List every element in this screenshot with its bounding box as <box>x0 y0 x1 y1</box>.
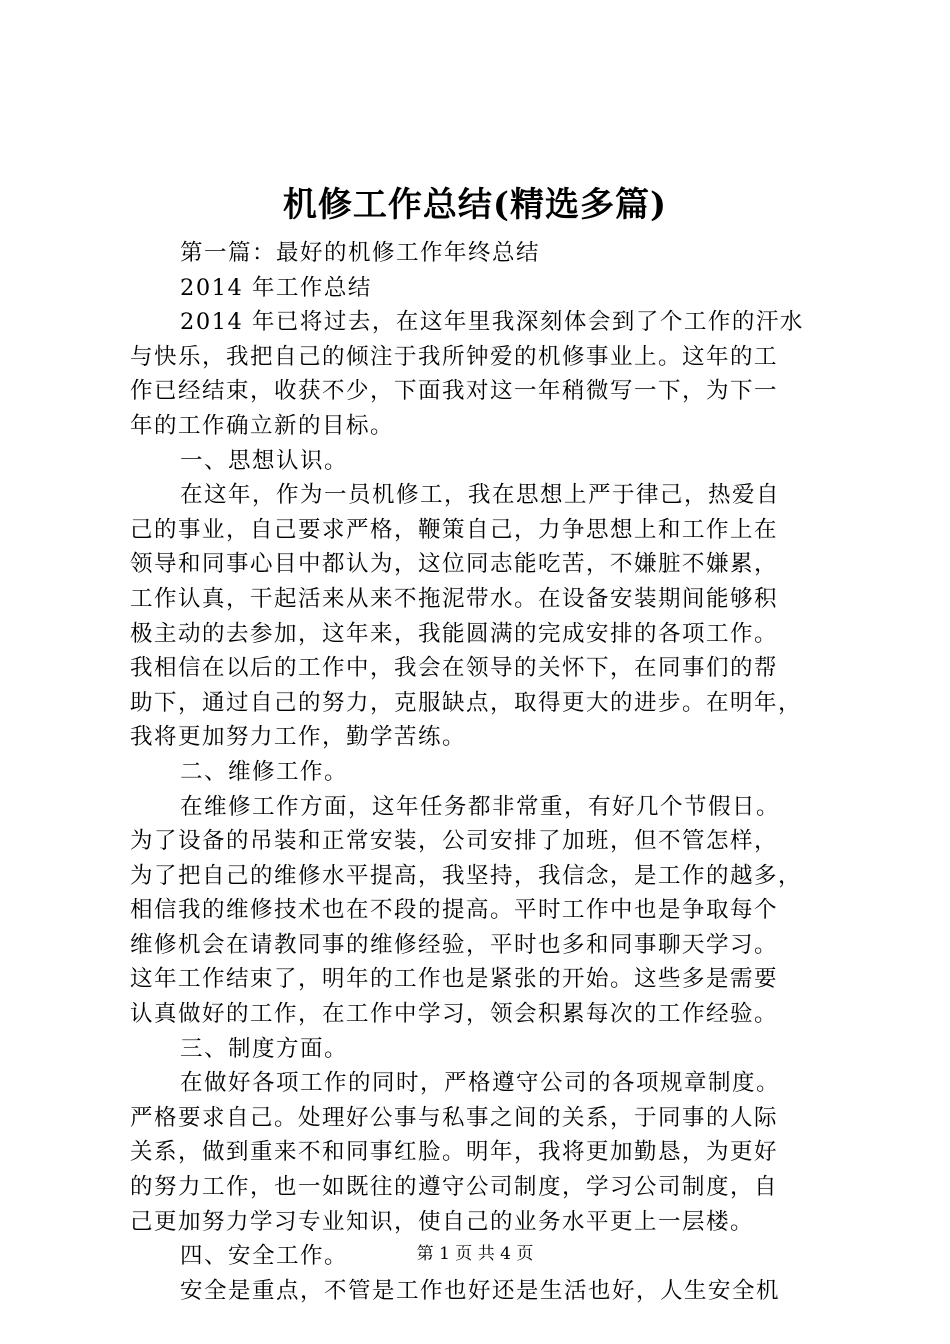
body-line: 为了设备的吊装和正常安装，公司安排了加班，但不管怎样， <box>130 828 779 855</box>
body-line: 己更加努力学习专业知识，使自己的业务水平更上一层楼。 <box>130 1208 755 1235</box>
body-line: 2014 年工作总结 <box>180 274 372 301</box>
body-line: 安全是重点，不管是工作也好还是生活也好，人生安全机 <box>180 1277 781 1304</box>
body-line: 第一篇：最好的机修工作年终总结 <box>180 240 541 266</box>
body-line: 相信我的维修技术也在不段的提高。平时工作中也是争取每个 <box>130 897 779 924</box>
body-line: 极主动的去参加，这年来，我能圆满的完成安排的各项工作。 <box>130 620 779 647</box>
body-line: 认真做好的工作，在工作中学习，领会积累每次的工作经验。 <box>130 1001 779 1028</box>
body-line: 工作认真，干起活来从来不拖泥带水。在设备安装期间能够积 <box>130 585 779 612</box>
body-line: 为了把自己的维修水平提高，我坚持，我信念，是工作的越多， <box>130 862 803 889</box>
body-line: 助下，通过自己的努力，克服缺点，取得更大的进步。在明年， <box>130 689 803 716</box>
body-line: 在维修工作方面，这年任务都非常重，有好几个节假日。 <box>180 793 781 820</box>
body-line: 三、制度方面。 <box>180 1035 349 1062</box>
body-line: 在做好各项工作的同时，严格遵守公司的各项规章制度。 <box>180 1070 781 1097</box>
body-line: 年的工作确立新的目标。 <box>130 412 395 439</box>
body-line: 关系，做到重来不和同事红脸。明年，我将更加勤恳，为更好 <box>130 1139 779 1166</box>
body-line: 2014 年已将过去，在这年里我深刻体会到了个工作的汗水 <box>180 309 804 336</box>
page-footer: 第 1 页 共 4 页 <box>416 1244 534 1264</box>
body-line: 我将更加努力工作，勤学苦练。 <box>130 724 467 751</box>
body-line: 作已经结束，收获不少，下面我对这一年稍微写一下，为下一 <box>130 378 779 405</box>
document-title: 机修工作总结(精选多篇) <box>282 185 668 225</box>
body-line: 四、安全工作。 <box>180 1243 349 1270</box>
body-line: 在这年，作为一员机修工，我在思想上严于律己，热爱自 <box>180 482 781 509</box>
body-line: 二、维修工作。 <box>180 758 349 785</box>
body-line: 这年工作结束了，明年的工作也是紧张的开始。这些多是需要 <box>130 966 779 993</box>
body-line: 我相信在以后的工作中，我会在领导的关怀下，在同事们的帮 <box>130 655 779 682</box>
body-line: 维修机会在请教同事的维修经验，平时也多和同事聊天学习。 <box>130 931 779 958</box>
body-line: 与快乐，我把自己的倾注于我所钟爱的机修事业上。这年的工 <box>130 343 779 370</box>
body-line: 一、思想认识。 <box>180 447 349 474</box>
body-line: 领导和同事心目中都认为，这位同志能吃苦，不嫌脏不嫌累， <box>130 551 779 578</box>
body-line: 严格要求自己。处理好公事与私事之间的关系，于同事的人际 <box>130 1104 779 1131</box>
body-line: 的努力工作，也一如既往的遵守公司制度，学习公司制度，自 <box>130 1174 779 1201</box>
body-line: 己的事业，自己要求严格，鞭策自己，力争思想上和工作上在 <box>130 516 779 543</box>
document-body <box>130 236 820 1308</box>
